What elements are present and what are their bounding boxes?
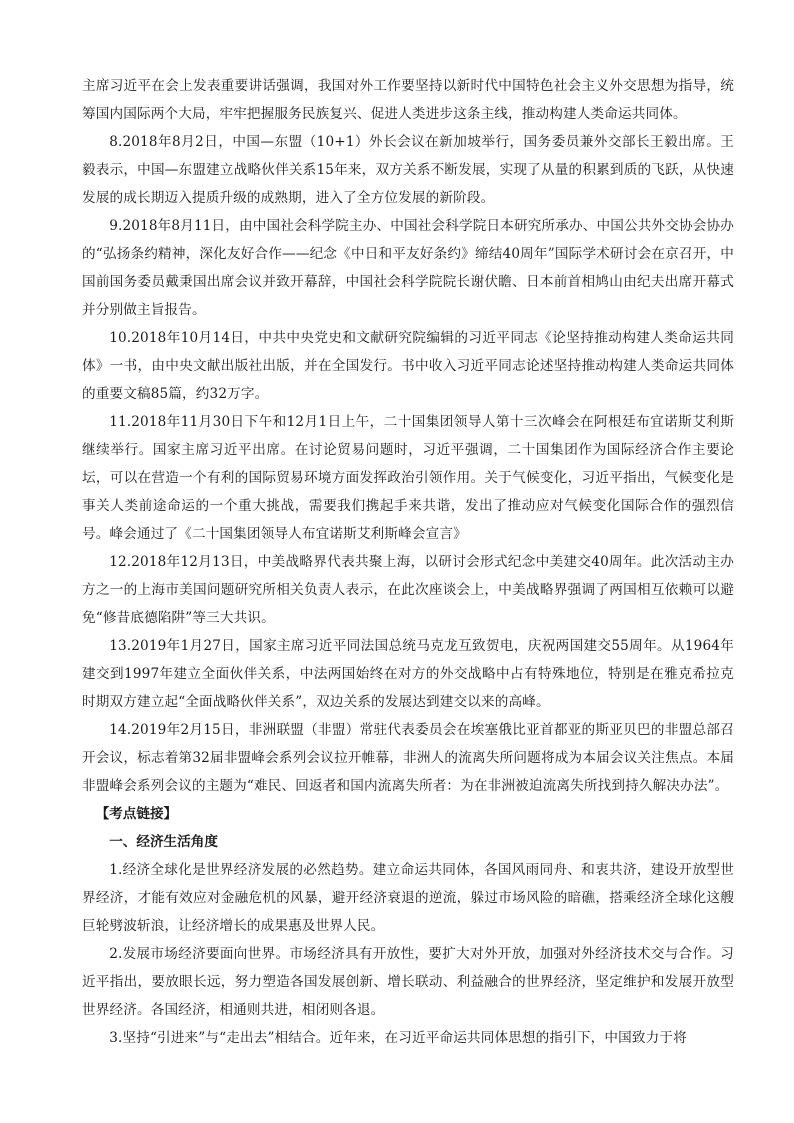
section-heading: 【考点链接】	[95, 806, 178, 822]
paragraph-item-14: 14.2019年2月15日，非洲联盟（非盟）常驻代表委员会在埃塞俄比亚首都亚的斯亚贝巴的非盟总部召开会议，标志着第32届非盟峰会系列会议拉开帷幕，非洲人的流离失所问题将成为本届会议关注焦点。本届非盟峰会系列会议的主题为“难民、回返者和国内流离失所者：为在非洲被迫流离失所找到持久解决办法”。	[82, 722, 734, 794]
point-paragraph-3: 3.坚持“引进来”与“走出去”相结合。近年来，在习近平命运共同体思想的指引下，中国致力于将	[109, 1030, 687, 1046]
paragraph-item-13: 13.2019年1月27日，国家主席习近平同法国总统马克龙互致贺电，庆祝两国建交55周年。从1964年建交到1997年建立全面伙伴关系，中法两国始终在对方的外交战略中占有特殊地位，特别是在雅克希拉克时期双方建立起“全面战略伙伴关系”，双边关系的发展达到建交以来的高峰。	[82, 638, 734, 710]
point-paragraph-1: 1.经济全球化是世界经济发展的必然趋势。建立命运共同体，各国风雨同舟、和衷共济，建设开放型世界经济，才能有效应对金融危机的风暴，避开经济衰退的逆流，躲过市场风险的暗礁，搭乘经济全球化这艘巨轮劈波斩浪，让经济增长的成果惠及世界人民。	[82, 862, 734, 934]
sub-heading: 一、经济生活角度	[109, 834, 218, 850]
paragraph-item-8: 8.2018年8月2日，中国—东盟（10+1）外长会议在新加坡举行，国务委员兼外交部长王毅出席。王毅表示，中国—东盟建立战略伙伴关系15年来，双方关系不断发展，实现了从量的积累到质的飞跃，从快速发展的成长期迈入提质升级的成熟期，进入了全方位发展的新阶段。	[82, 134, 734, 206]
point-paragraph-2: 2.发展市场经济要面向世界。市场经济具有开放性，要扩大对外开放，加强对外经济技术交与合作。习近平指出，要放眼长远，努力塑造各国发展创新、增长联动、利益融合的世界经济，坚定维护和发展开放型世界经济。各国经济，相通则共进，相闭则各退。	[82, 946, 734, 1018]
paragraph-item-10: 10.2018年10月14日，中共中央党史和文献研究院编辑的习近平同志《论坚持推动构建人类命运共同体》一书，由中央文献出版社出版，并在全国发行。书中收入习近平同志论述坚持推动构建人类命运共同体的重要文稿85篇，约32万字。	[82, 330, 734, 402]
paragraph-continuation: 主席习近平在会上发表重要讲话强调，我国对外工作要坚持以新时代中国特色社会主义外交思想为指导，统筹国内国际两个大局，牢牢把握服务民族复兴、促进人类进步这条主线，推动构建人类命运共同体。	[82, 78, 734, 122]
paragraph-item-9: 9.2018年8月11日，由中国社会科学院主办、中国社会科学院日本研究所承办、中国公共外交协会协办的“弘扬条约精神，深化友好合作——纪念《中日和平友好条约》缔结40周年”国际学术研讨会在京召开，中国前国务委员戴秉国出席会议并致开幕辞，中国社会科学院院长谢伏瞻、日本前首相鸠山由纪夫出席开幕式并分别做主旨报告。	[82, 218, 734, 318]
paragraph-item-12: 12.2018年12月13日，中美战略界代表共聚上海，以研讨会形式纪念中美建交40周年。此次活动主办方之一的上海市美国问题研究所相关负责人表示，在此次座谈会上，中美战略界强调了两国相互依赖可以避免“修昔底德陷阱”等三大共识。	[82, 554, 734, 626]
paragraph-item-11: 11.2018年11月30日下午和12月1日上午，二十国集团领导人第十三次峰会在阿根廷布宜诺斯艾利斯继续举行。国家主席习近平出席。在讨论贸易问题时，习近平强调，二十国集团作为国际经济合作主要论坛，可以在营造一个有利的国际贸易环境方面发挥政治引领作用。关于气候变化，习近平指出，气候变化是事关人类前途命运的一个重大挑战，需要我们携起手来共谐，发出了推动应对气候变化国际合作的强烈信号。峰会通过了《二十国集团领导人布宜诺斯艾利斯峰会宣言》	[82, 414, 734, 542]
